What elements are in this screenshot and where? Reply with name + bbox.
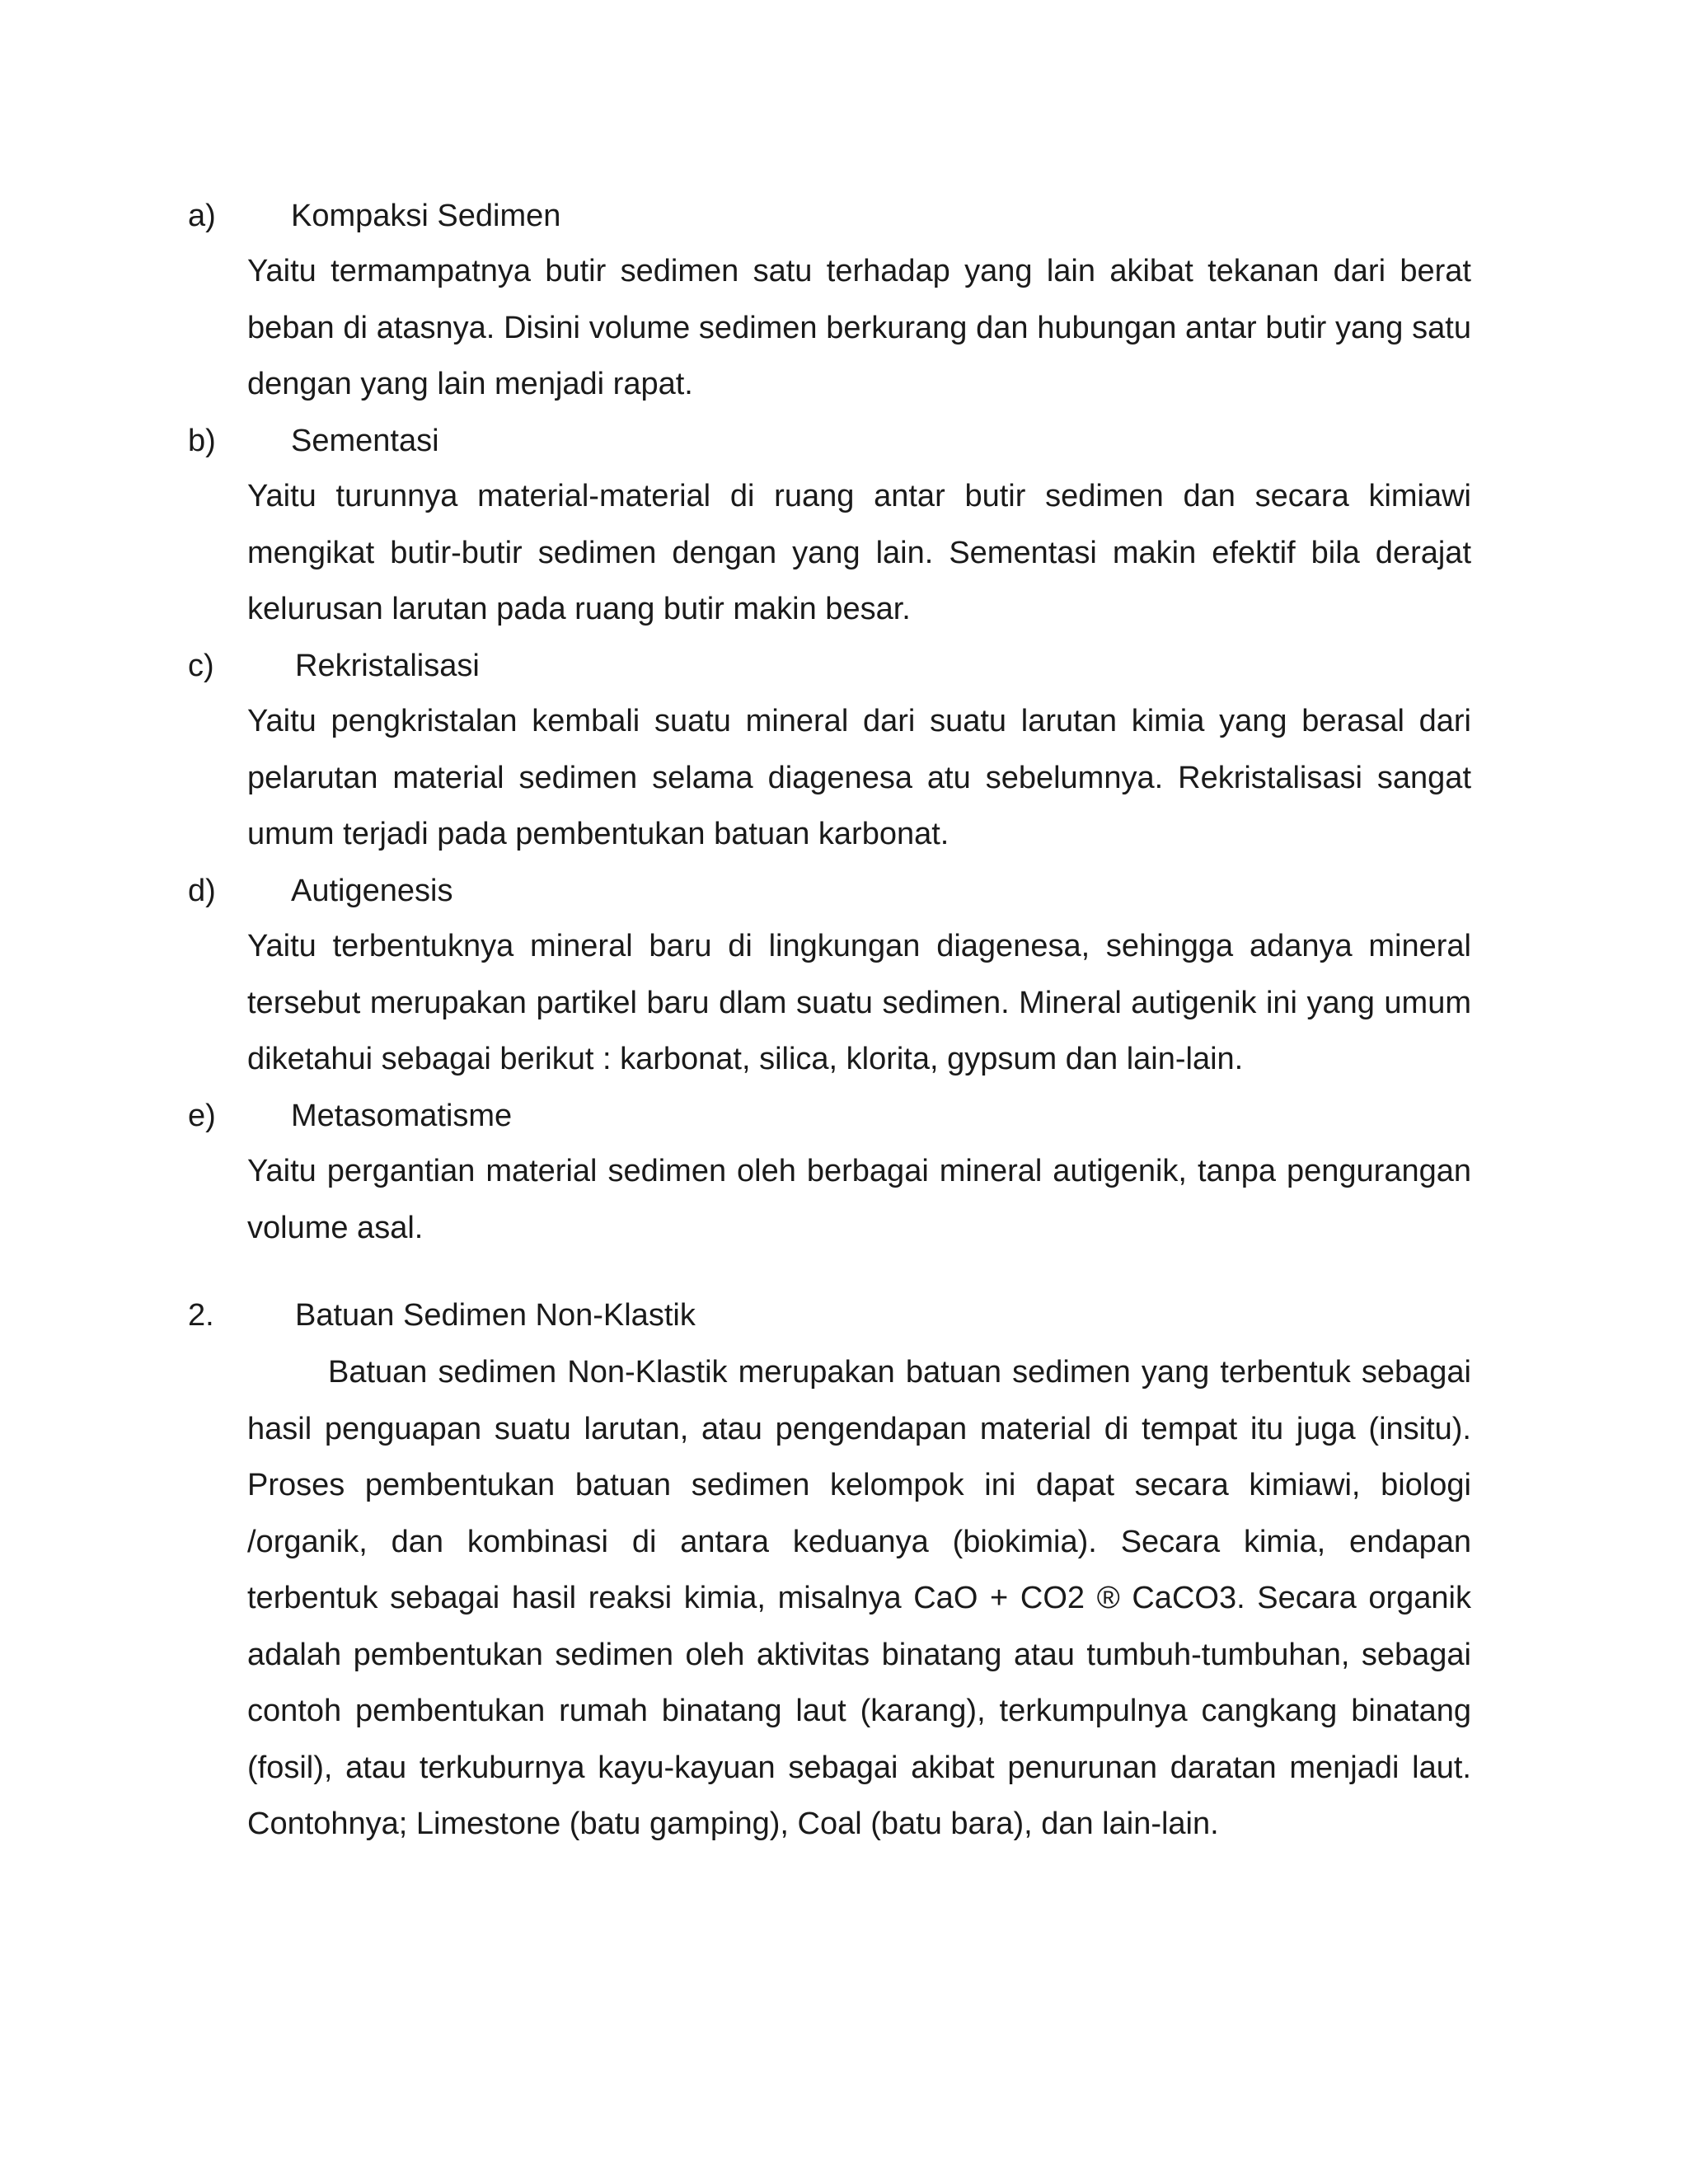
item-body-a: Yaitu termampatnya butir sedimen satu terhadap yang lain akibat tekanan dari berat beban di atasnya. Disini volume sedimen berkurang dan hubungan antar butir yang satu dengan yang lain menjadi rapat.: [247, 254, 1471, 401]
section-body: Batuan sedimen Non-Klastik merupakan batuan sedimen yang terbentuk sebagai hasil penguapan suatu larutan, atau pengendapan material di tempat itu juga (insitu). Proses pembentukan batuan sedimen kelompok ini dapat secara kimiawi, biologi /organik, dan kombinasi di antara keduanya (biokimia). Secara kimia, endapan terbentuk sebagai hasil reaksi kimia, misalnya CaO + CO2 ® CaCO3. Secara organik adalah pembentukan sedimen oleh aktivitas binatang atau tumbuh-tumbuhan, sebagai contoh pembentukan rumah binatang laut (karang), terkumpulnya cangkang binatang (fosil), atau terkuburnya kayu-kayuan sebagai akibat penurunan daratan menjadi laut. Contohnya; Limestone (batu gamping), Coal (batu bara), dan lain-lain.: [247, 1355, 1471, 1841]
section-title: Batuan Sedimen Non-Klastik: [295, 1298, 696, 1333]
item-title: Autigenesis: [291, 874, 453, 908]
item-body-c: Yaitu pengkristalan kembali suatu mineral dari suatu larutan kimia yang berasal dari pelarutan material sedimen selama diagenesa atu sebelumnya. Rekristalisasi sangat umum terjadi pada pembentukan batuan karbonat.: [247, 704, 1471, 851]
item-title: Metasomatisme: [291, 1099, 513, 1133]
section-heading: [188, 1291, 696, 1340]
item-body-e: Yaitu pergantian material sedimen oleh berbagai mineral autigenik, tanpa pengurangan volume asal.: [247, 1154, 1471, 1245]
item-marker: b): [188, 424, 216, 458]
item-heading-a: [188, 191, 560, 241]
item-body-b: Yaitu turunnya material-material di ruang antar butir sedimen dan secara kimiawi mengikat butir-butir sedimen dengan yang lain. Sementasi makin efektif bila derajat kelurusan larutan pada ruang butir makin besar.: [247, 479, 1471, 626]
item-marker: a): [188, 199, 216, 233]
item-heading-d: [188, 866, 452, 916]
item-body-d: Yaitu terbentuknya mineral baru di lingkungan diagenesa, sehingga adanya mineral tersebut merupakan partikel baru dlam suatu sedimen. Mineral autigenik ini yang umum diketahui sebagai berikut : karbonat, silica, klorita, gypsum dan lain-lain.: [247, 929, 1471, 1076]
item-heading-b: [188, 416, 439, 466]
item-heading-e: [188, 1091, 512, 1141]
item-heading-c: [188, 641, 480, 691]
item-title: Rekristalisasi: [295, 649, 480, 683]
section-number: 2.: [188, 1298, 214, 1333]
item-marker: d): [188, 874, 216, 908]
item-title: Kompaksi Sedimen: [291, 199, 561, 233]
item-title: Sementasi: [291, 424, 439, 458]
item-marker: c): [188, 649, 214, 683]
item-marker: e): [188, 1099, 216, 1133]
